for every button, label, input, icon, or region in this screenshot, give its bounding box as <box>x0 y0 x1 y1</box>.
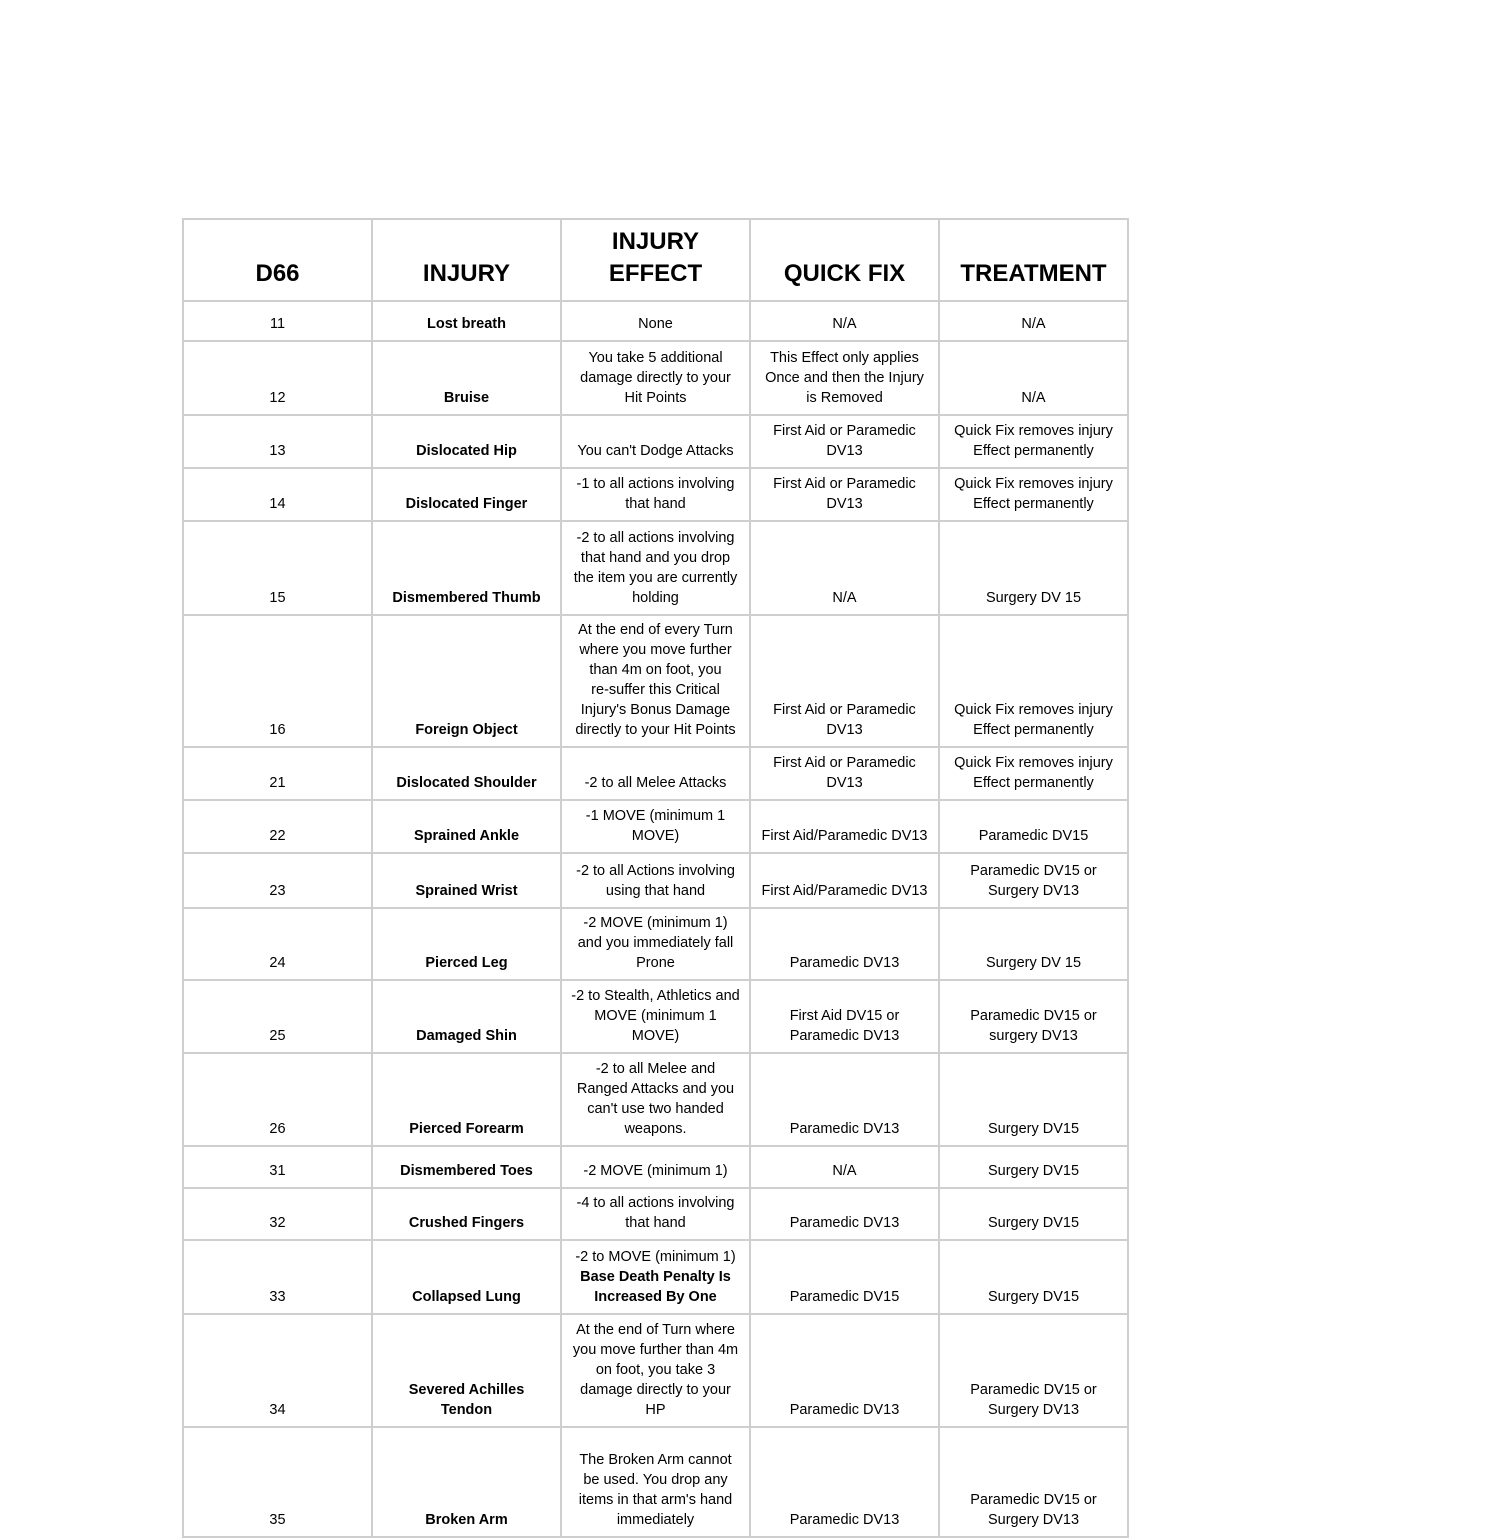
quick-fix-cell <box>750 521 939 615</box>
quick-fix-cell <box>750 1314 939 1427</box>
header-d66: D66 <box>183 219 372 301</box>
table-row <box>183 415 1128 468</box>
injury-name-cell-text: Sprained Ankle <box>413 828 520 844</box>
d66-cell-text: 16 <box>269 722 286 738</box>
injury-effect-cell <box>561 980 750 1053</box>
injury-effect-cell <box>561 1240 750 1314</box>
injury-effect-cell-text: -2 to all Actions involving using that hand <box>576 863 735 899</box>
treatment-cell-text: Surgery DV 15 <box>985 590 1082 606</box>
treatment-cell <box>939 1427 1128 1537</box>
d66-cell-text: 12 <box>269 390 286 406</box>
treatment-cell-text: Quick Fix removes injury Effect permanently <box>954 755 1113 791</box>
d66-cell <box>183 853 372 908</box>
injury-name-cell-text: Sprained Wrist <box>415 883 518 899</box>
injury-effect-cell-text: -4 to all actions involving that hand <box>576 1195 735 1231</box>
d66-cell <box>183 800 372 853</box>
injury-name-cell-text: Dismembered Thumb <box>392 590 541 606</box>
quick-fix-cell <box>750 1053 939 1146</box>
table-row <box>183 468 1128 521</box>
d66-cell <box>183 747 372 800</box>
injury-effect-cell <box>561 615 750 747</box>
treatment-cell-text: Quick Fix removes injury Effect permanently <box>954 476 1113 512</box>
d66-cell <box>183 1314 372 1427</box>
quick-fix-cell-text: This Effect only applies Once and then the Injury is Removed <box>765 350 924 406</box>
injury-name-cell-text: Dislocated Finger <box>405 496 528 512</box>
quick-fix-cell-text: Paramedic DV13 <box>789 1512 900 1528</box>
treatment-cell-text: Quick Fix removes injury Effect permanently <box>954 702 1113 738</box>
treatment-cell <box>939 1188 1128 1240</box>
header-injury-effect: INJURY EFFECT <box>561 219 750 301</box>
injury-name-cell-text: Severed Achilles Tendon <box>408 1382 525 1418</box>
injury-effect-cell <box>561 800 750 853</box>
quick-fix-cell-text: First Aid/Paramedic DV13 <box>761 828 928 844</box>
injury-effect-cell-text: -2 MOVE (minimum 1) <box>583 1163 728 1179</box>
d66-cell-text: 24 <box>269 955 286 971</box>
injury-name-cell-text: Lost breath <box>427 316 506 332</box>
injury-name-cell <box>372 1427 561 1537</box>
injury-effect-cell-text: -2 to all Melee Attacks <box>584 775 727 791</box>
injury-name-cell-text: Dislocated Hip <box>416 443 517 459</box>
injury-name-cell-text: Pierced Leg <box>425 955 508 971</box>
table-row <box>183 341 1128 415</box>
treatment-cell-text: Surgery DV15 <box>987 1215 1080 1231</box>
treatment-cell <box>939 468 1128 521</box>
injury-effect-cell-text: You can't Dodge Attacks <box>577 443 734 459</box>
quick-fix-cell-text: Paramedic DV13 <box>789 1215 900 1231</box>
d66-cell-text: 23 <box>269 883 286 899</box>
d66-cell <box>183 521 372 615</box>
injury-name-cell <box>372 341 561 415</box>
table-row <box>183 615 1128 747</box>
injury-effect-cell <box>561 1314 750 1427</box>
treatment-cell <box>939 341 1128 415</box>
injury-name-cell <box>372 747 561 800</box>
treatment-cell <box>939 1314 1128 1427</box>
d66-cell-text: 14 <box>269 496 286 512</box>
quick-fix-cell <box>750 980 939 1053</box>
quick-fix-cell-text: N/A <box>832 1163 857 1179</box>
treatment-cell <box>939 908 1128 980</box>
quick-fix-cell-text: First Aid or Paramedic DV13 <box>773 476 916 512</box>
injury-effect-cell-text: -2 to all Melee and Ranged Attacks and you can't use two handed weapons. <box>576 1061 735 1137</box>
injury-effect-cell-text: At the end of Turn where you move further than 4m on foot, you take 3 damage directly to your HP <box>572 1322 739 1418</box>
d66-cell-text: 26 <box>269 1121 286 1137</box>
quick-fix-cell-text: N/A <box>832 316 857 332</box>
injury-name-cell <box>372 1053 561 1146</box>
table-row <box>183 301 1128 341</box>
injury-effect-cell <box>561 908 750 980</box>
table-row <box>183 1053 1128 1146</box>
injury-effect-cell <box>561 468 750 521</box>
treatment-cell-text: Paramedic DV15 or Surgery DV13 <box>970 1382 1097 1418</box>
quick-fix-cell <box>750 800 939 853</box>
quick-fix-cell <box>750 415 939 468</box>
table-row <box>183 1188 1128 1240</box>
header-quick-fix: QUICK FIX <box>750 219 939 301</box>
table-row <box>183 800 1128 853</box>
critical-injury-table <box>182 218 1129 1538</box>
d66-cell <box>183 301 372 341</box>
d66-cell <box>183 468 372 521</box>
quick-fix-cell <box>750 615 939 747</box>
injury-effect-cell-text: You take 5 additional damage directly to your Hit Points <box>580 350 731 406</box>
injury-effect-cell-text: -2 to all actions involving that hand and you drop the item you are currently holding <box>573 530 738 606</box>
treatment-cell <box>939 415 1128 468</box>
treatment-cell <box>939 1053 1128 1146</box>
injury-effect-cell-text: The Broken Arm cannot be used. You drop any items in that arm's hand immediately <box>578 1452 733 1528</box>
table-row <box>183 747 1128 800</box>
injury-effect-cell-text: -1 to all actions involving that hand <box>576 476 735 512</box>
injury-name-cell-text: Dislocated Shoulder <box>396 775 537 791</box>
treatment-cell-text: Surgery DV15 <box>987 1163 1080 1179</box>
d66-cell-text: 31 <box>269 1163 286 1179</box>
d66-cell-text: 22 <box>269 828 286 844</box>
quick-fix-cell-text: First Aid or Paramedic DV13 <box>773 755 916 791</box>
injury-name-cell-text: Broken Arm <box>425 1512 508 1528</box>
d66-cell <box>183 908 372 980</box>
d66-cell-text: 32 <box>269 1215 286 1231</box>
table-row <box>183 1314 1128 1427</box>
d66-cell-text: 34 <box>269 1402 286 1418</box>
d66-cell <box>183 1146 372 1188</box>
quick-fix-cell-text: Paramedic DV13 <box>789 1121 900 1137</box>
treatment-cell <box>939 301 1128 341</box>
quick-fix-cell <box>750 908 939 980</box>
injury-effect-cell <box>561 301 750 341</box>
treatment-cell <box>939 1240 1128 1314</box>
injury-name-cell <box>372 1314 561 1427</box>
treatment-cell <box>939 747 1128 800</box>
treatment-cell-text: Paramedic DV15 <box>978 828 1089 844</box>
injury-name-cell <box>372 468 561 521</box>
injury-name-cell-text: Dismembered Toes <box>400 1163 533 1179</box>
table-row <box>183 908 1128 980</box>
treatment-cell-text: Surgery DV15 <box>987 1289 1080 1305</box>
injury-name-cell <box>372 1146 561 1188</box>
injury-name-cell-text: Pierced Forearm <box>409 1121 524 1137</box>
d66-cell-text: 35 <box>269 1512 286 1528</box>
header-injury: INJURY <box>372 219 561 301</box>
table-row <box>183 1146 1128 1188</box>
treatment-cell-text: Quick Fix removes injury Effect permanently <box>954 423 1113 459</box>
d66-cell-text: 11 <box>269 316 286 332</box>
quick-fix-cell-text: First Aid or Paramedic DV13 <box>773 423 916 459</box>
quick-fix-cell <box>750 1146 939 1188</box>
injury-name-cell <box>372 1188 561 1240</box>
d66-cell-text: 13 <box>269 443 286 459</box>
injury-effect-cell <box>561 1053 750 1146</box>
injury-name-cell <box>372 853 561 908</box>
table-row <box>183 853 1128 908</box>
quick-fix-cell <box>750 341 939 415</box>
injury-effect-cell-text: -2 to MOVE (minimum 1) <box>575 1249 736 1265</box>
quick-fix-cell-text: First Aid DV15 or Paramedic DV13 <box>789 1008 900 1044</box>
d66-cell <box>183 1053 372 1146</box>
injury-effect-cell-text: At the end of every Turn where you move further than 4m on foot, you re-suffer this Critical Injury's Bonus Damage directly to your Hit Points <box>575 622 736 738</box>
treatment-cell-text: Surgery DV 15 <box>985 955 1082 971</box>
treatment-cell-text: Paramedic DV15 or surgery DV13 <box>970 1008 1097 1044</box>
injury-name-cell-text: Bruise <box>443 390 490 406</box>
treatment-cell-text: Paramedic DV15 or Surgery DV13 <box>970 1492 1097 1528</box>
injury-name-cell <box>372 908 561 980</box>
quick-fix-cell <box>750 301 939 341</box>
d66-cell <box>183 1188 372 1240</box>
table-row <box>183 980 1128 1053</box>
d66-cell-text: 15 <box>269 590 286 606</box>
quick-fix-cell <box>750 1188 939 1240</box>
table-row <box>183 1240 1128 1314</box>
d66-cell <box>183 1427 372 1537</box>
treatment-cell <box>939 521 1128 615</box>
injury-name-cell-text: Damaged Shin <box>416 1028 517 1044</box>
quick-fix-cell-text: Paramedic DV15 <box>789 1289 900 1305</box>
quick-fix-cell-text: Paramedic DV13 <box>789 955 900 971</box>
d66-cell <box>183 415 372 468</box>
injury-effect-bold-text: Base Death Penalty Is Increased By One <box>580 1269 731 1305</box>
d66-cell-text: 33 <box>269 1289 286 1305</box>
treatment-cell-text: Surgery DV15 <box>987 1121 1080 1137</box>
injury-name-cell <box>372 615 561 747</box>
injury-name-cell <box>372 415 561 468</box>
injury-name-cell-text: Foreign Object <box>415 722 518 738</box>
d66-cell <box>183 980 372 1053</box>
d66-cell-text: 21 <box>269 775 286 791</box>
d66-cell <box>183 341 372 415</box>
injury-name-cell <box>372 980 561 1053</box>
quick-fix-cell <box>750 468 939 521</box>
quick-fix-cell <box>750 747 939 800</box>
quick-fix-cell <box>750 1240 939 1314</box>
injury-effect-cell <box>561 853 750 908</box>
injury-effect-cell-text: -1 MOVE (minimum 1 MOVE) <box>585 808 726 844</box>
treatment-cell <box>939 800 1128 853</box>
treatment-cell <box>939 615 1128 747</box>
treatment-cell-text: Paramedic DV15 or Surgery DV13 <box>970 863 1097 899</box>
injury-effect-cell <box>561 415 750 468</box>
treatment-cell-text: N/A <box>1021 316 1046 332</box>
header-treatment: TREATMENT <box>939 219 1128 301</box>
injury-name-cell <box>372 1240 561 1314</box>
injury-effect-cell <box>561 1188 750 1240</box>
injury-effect-cell-text: -2 MOVE (minimum 1) and you immediately fall Prone <box>577 915 734 971</box>
quick-fix-cell <box>750 853 939 908</box>
quick-fix-cell-text: Paramedic DV13 <box>789 1402 900 1418</box>
injury-effect-cell <box>561 521 750 615</box>
d66-cell-text: 25 <box>269 1028 286 1044</box>
injury-effect-cell <box>561 747 750 800</box>
injury-effect-cell-text: None <box>638 316 673 332</box>
injury-name-cell <box>372 521 561 615</box>
injury-effect-cell <box>561 341 750 415</box>
d66-cell <box>183 615 372 747</box>
injury-name-cell-text: Crushed Fingers <box>408 1215 525 1231</box>
injury-name-cell-text: Collapsed Lung <box>412 1289 521 1305</box>
injury-effect-cell <box>561 1146 750 1188</box>
treatment-cell <box>939 980 1128 1053</box>
quick-fix-cell-text: First Aid or Paramedic DV13 <box>773 702 916 738</box>
injury-name-cell <box>372 800 561 853</box>
treatment-cell-text: N/A <box>1021 390 1046 406</box>
treatment-cell <box>939 853 1128 908</box>
quick-fix-cell-text: N/A <box>832 590 857 606</box>
quick-fix-cell-text: First Aid/Paramedic DV13 <box>761 883 928 899</box>
injury-effect-cell <box>561 1427 750 1537</box>
injury-effect-cell-text: -2 to Stealth, Athletics and MOVE (minimum 1 MOVE) <box>571 988 740 1044</box>
quick-fix-cell <box>750 1427 939 1537</box>
table-row <box>183 521 1128 615</box>
d66-cell <box>183 1240 372 1314</box>
table-row <box>183 1427 1128 1537</box>
header-row <box>183 219 1128 301</box>
treatment-cell <box>939 1146 1128 1188</box>
injury-name-cell <box>372 301 561 341</box>
